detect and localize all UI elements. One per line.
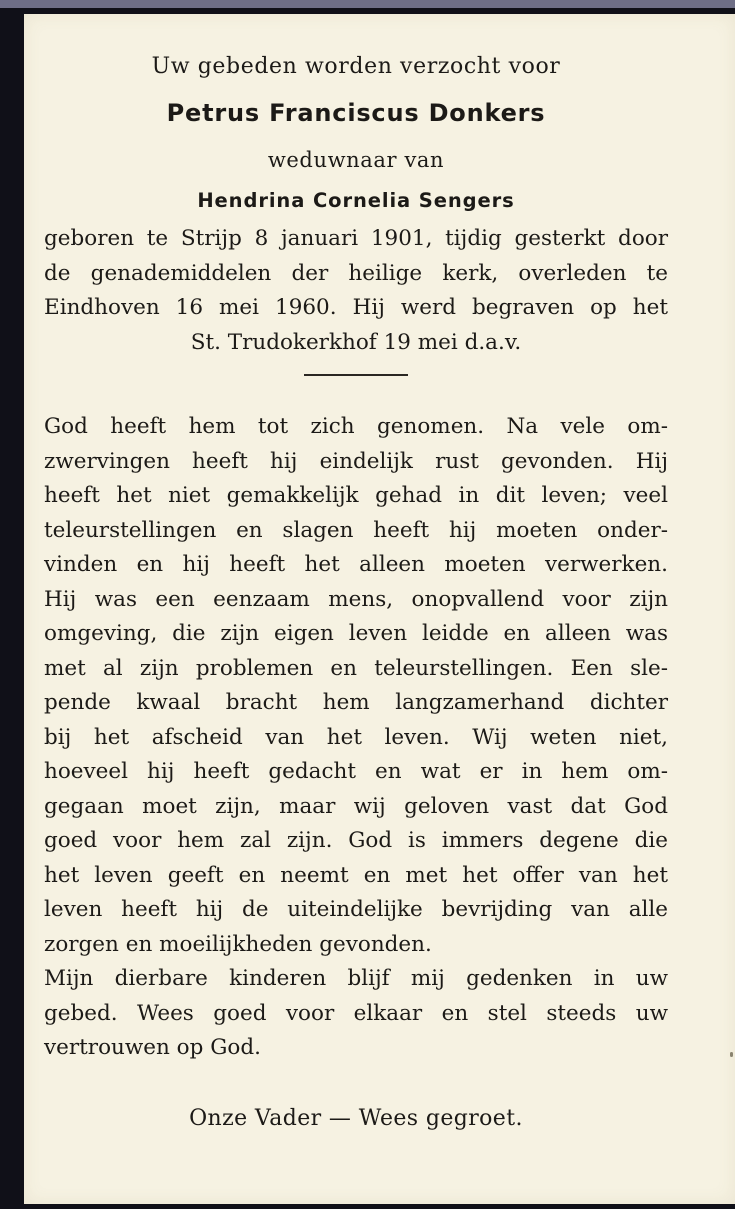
eulogy-line: God heeft hem tot zich genomen. Na vele om- [44,414,668,439]
intro-line: Uw gebeden worden verzocht voor [151,54,561,79]
eulogy-line: teleurstellingen en slagen heeft hij moeten onder- [44,517,668,543]
scan-top-edge [0,0,735,8]
eulogy-line: gegaan moet zijn, maar wij geloven vast dat God [44,793,668,819]
details-line: St. Trudokerkhof 19 mei d.a.v. [190,329,522,355]
details-line: de genademiddelen der heilige kerk, overleden te [44,260,668,286]
closing-prayers: Onze Vader — Wees gegroet. [189,1105,523,1131]
eulogy-line: hoeveel hij heeft gedacht en wat er in hem om- [44,759,668,784]
spouse-name: Hendrina Cornelia Sengers [197,189,515,212]
eulogy-line: Hij was een eenzaam mens, onopvallend voor zijn [44,586,668,612]
eulogy-line: heeft het niet gemakkelijk gehad in dit leven; veel [44,483,668,508]
eulogy-line: leven heeft hij de uiteindelijke bevrijding van alle [44,897,668,922]
eulogy-line: pende kwaal bracht hem langzamerhand dichter [44,690,668,715]
eulogy-line: Mijn dierbare kinderen blijf mij gedenken in uw [44,966,668,991]
eulogy-line: vinden en hij heeft het alleen moeten verwerken. [44,552,668,577]
eulogy-line: zorgen en moeilijkheden gevonden. [44,931,432,957]
details-line: geboren te Strijp 8 januari 1901, tijdig gesterkt door [44,226,668,251]
eulogy-line: bij het afscheid van het leven. Wij weten niet, [44,724,668,750]
eulogy-line: het leven geeft en neemt en met het offer van het [44,862,668,888]
paper-speck [730,1052,733,1057]
card-text [44,52,668,1134]
deceased-name: Petrus Franciscus Donkers [166,99,546,127]
eulogy-text [44,410,668,1066]
eulogy-line: goed voor hem zal zijn. God is immers degene die [44,828,668,853]
eulogy-line: met al zijn problemen en teleurstellingen. Een sle- [44,655,668,681]
relation-line: weduwnaar van [267,148,445,172]
life-details [44,222,668,360]
eulogy-line: gebed. Wees goed voor elkaar en stel steeds uw [44,1000,668,1026]
eulogy-line: zwervingen heeft hij eindelijk rust gevonden. Hij [44,448,668,474]
eulogy-line: omgeving, die zijn eigen leven leidde en alleen was [44,621,668,646]
divider-rule [304,374,408,376]
details-line: Eindhoven 16 mei 1960. Hij werd begraven op het [44,295,668,320]
eulogy-line: vertrouwen op God. [44,1035,261,1060]
